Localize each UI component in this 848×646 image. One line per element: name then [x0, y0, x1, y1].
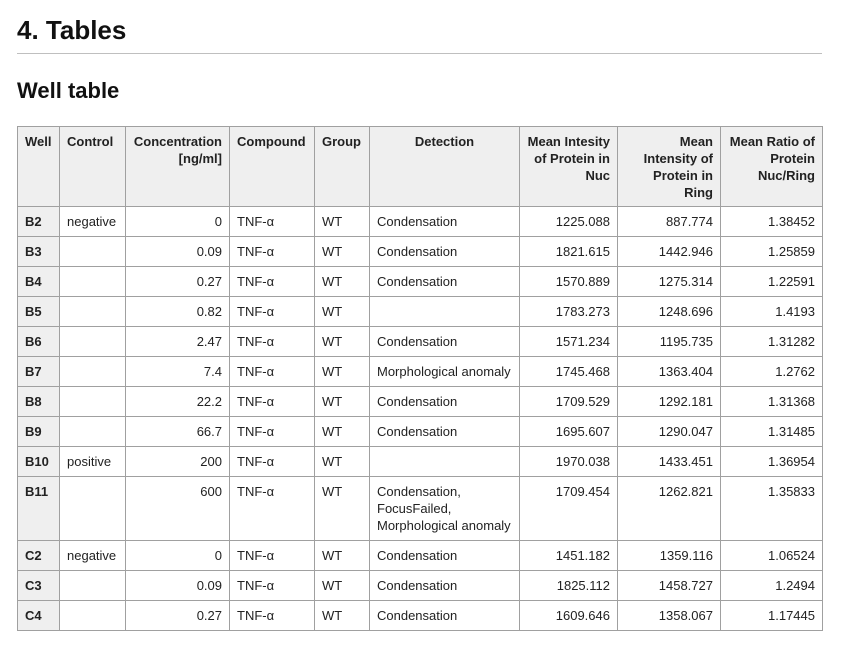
cell-detection: Condensation — [370, 327, 520, 357]
cell-mean-nuc: 1451.182 — [520, 541, 618, 571]
cell-detection: Condensation — [370, 387, 520, 417]
header-group: Group — [315, 127, 370, 207]
cell-compound: TNF-α — [230, 571, 315, 601]
cell-well: B2 — [18, 207, 60, 237]
cell-concentration: 0 — [126, 541, 230, 571]
cell-mean-ratio: 1.31368 — [721, 387, 823, 417]
cell-compound: TNF-α — [230, 601, 315, 631]
cell-concentration: 0.27 — [126, 267, 230, 297]
header-well: Well — [18, 127, 60, 207]
cell-well: B6 — [18, 327, 60, 357]
cell-control — [60, 601, 126, 631]
cell-well: B3 — [18, 237, 60, 267]
cell-concentration: 0.27 — [126, 601, 230, 631]
cell-detection — [370, 447, 520, 477]
cell-mean-nuc: 1709.529 — [520, 387, 618, 417]
cell-control: negative — [60, 207, 126, 237]
header-compound: Compound — [230, 127, 315, 207]
cell-mean-ratio: 1.35833 — [721, 477, 823, 541]
cell-mean-nuc: 1571.234 — [520, 327, 618, 357]
cell-mean-ratio: 1.31282 — [721, 327, 823, 357]
cell-group: WT — [315, 357, 370, 387]
cell-well: B9 — [18, 417, 60, 447]
cell-compound: TNF-α — [230, 357, 315, 387]
cell-compound: TNF-α — [230, 207, 315, 237]
cell-control: negative — [60, 541, 126, 571]
cell-compound: TNF-α — [230, 417, 315, 447]
cell-control: positive — [60, 447, 126, 477]
table-row — [18, 387, 823, 417]
cell-group: WT — [315, 477, 370, 541]
cell-detection: Morphological anomaly — [370, 357, 520, 387]
cell-mean-ring: 1262.821 — [618, 477, 721, 541]
cell-mean-ring: 1358.067 — [618, 601, 721, 631]
cell-mean-ring: 1248.696 — [618, 297, 721, 327]
cell-control — [60, 417, 126, 447]
cell-concentration: 0 — [126, 207, 230, 237]
cell-detection: Condensation — [370, 207, 520, 237]
table-row — [18, 267, 823, 297]
cell-control — [60, 327, 126, 357]
cell-compound: TNF-α — [230, 267, 315, 297]
cell-mean-nuc: 1783.273 — [520, 297, 618, 327]
cell-detection: Condensation, FocusFailed, Morphological anomaly — [370, 477, 520, 541]
cell-mean-ring: 1359.116 — [618, 541, 721, 571]
cell-concentration: 600 — [126, 477, 230, 541]
cell-group: WT — [315, 327, 370, 357]
cell-mean-ratio: 1.17445 — [721, 601, 823, 631]
cell-mean-ring: 887.774 — [618, 207, 721, 237]
table-row — [18, 207, 823, 237]
header-mean-ratio: Mean Ratio of Protein Nuc/Ring — [721, 127, 823, 207]
table-row — [18, 541, 823, 571]
cell-mean-nuc: 1609.646 — [520, 601, 618, 631]
table-row — [18, 417, 823, 447]
cell-group: WT — [315, 601, 370, 631]
cell-mean-nuc: 1225.088 — [520, 207, 618, 237]
cell-mean-ratio: 1.4193 — [721, 297, 823, 327]
header-control: Control — [60, 127, 126, 207]
cell-mean-nuc: 1821.615 — [520, 237, 618, 267]
cell-mean-ratio: 1.38452 — [721, 207, 823, 237]
cell-mean-ring: 1290.047 — [618, 417, 721, 447]
cell-concentration: 0.82 — [126, 297, 230, 327]
cell-mean-ring: 1433.451 — [618, 447, 721, 477]
cell-compound: TNF-α — [230, 387, 315, 417]
cell-detection: Condensation — [370, 541, 520, 571]
cell-well: B8 — [18, 387, 60, 417]
cell-detection: Condensation — [370, 601, 520, 631]
cell-mean-ring: 1442.946 — [618, 237, 721, 267]
cell-control — [60, 387, 126, 417]
cell-control — [60, 477, 126, 541]
cell-detection: Condensation — [370, 417, 520, 447]
header-concentration: Concentration [ng/ml] — [126, 127, 230, 207]
table-row — [18, 447, 823, 477]
cell-mean-ratio: 1.06524 — [721, 541, 823, 571]
cell-well: C2 — [18, 541, 60, 571]
cell-mean-ring: 1195.735 — [618, 327, 721, 357]
cell-mean-nuc: 1825.112 — [520, 571, 618, 601]
cell-concentration: 22.2 — [126, 387, 230, 417]
table-row — [18, 237, 823, 267]
cell-group: WT — [315, 237, 370, 267]
cell-mean-ring: 1275.314 — [618, 267, 721, 297]
cell-mean-ring: 1363.404 — [618, 357, 721, 387]
cell-group: WT — [315, 417, 370, 447]
cell-control — [60, 237, 126, 267]
table-body — [18, 207, 823, 631]
cell-detection: Condensation — [370, 237, 520, 267]
cell-mean-nuc: 1695.607 — [520, 417, 618, 447]
cell-group: WT — [315, 387, 370, 417]
cell-mean-ratio: 1.31485 — [721, 417, 823, 447]
table-header-row — [18, 127, 823, 207]
cell-mean-nuc: 1570.889 — [520, 267, 618, 297]
cell-group: WT — [315, 267, 370, 297]
cell-group: WT — [315, 541, 370, 571]
cell-mean-nuc: 1745.468 — [520, 357, 618, 387]
table-row — [18, 477, 823, 541]
cell-detection: Condensation — [370, 571, 520, 601]
cell-well: B4 — [18, 267, 60, 297]
cell-well: B5 — [18, 297, 60, 327]
subsection-title: Well table — [17, 78, 120, 103]
cell-mean-ratio: 1.25859 — [721, 237, 823, 267]
cell-group: WT — [315, 571, 370, 601]
cell-mean-nuc: 1970.038 — [520, 447, 618, 477]
cell-concentration: 200 — [126, 447, 230, 477]
cell-mean-ratio: 1.2494 — [721, 571, 823, 601]
cell-control — [60, 267, 126, 297]
table-row — [18, 357, 823, 387]
cell-well: B7 — [18, 357, 60, 387]
cell-concentration: 7.4 — [126, 357, 230, 387]
cell-mean-ring: 1458.727 — [618, 571, 721, 601]
table-row — [18, 297, 823, 327]
well-table — [17, 126, 823, 631]
cell-concentration: 66.7 — [126, 417, 230, 447]
cell-well: C3 — [18, 571, 60, 601]
cell-well: B10 — [18, 447, 60, 477]
cell-compound: TNF-α — [230, 327, 315, 357]
cell-mean-nuc: 1709.454 — [520, 477, 618, 541]
table-row — [18, 571, 823, 601]
cell-compound: TNF-α — [230, 297, 315, 327]
cell-well: B11 — [18, 477, 60, 541]
cell-concentration: 2.47 — [126, 327, 230, 357]
cell-control — [60, 571, 126, 601]
cell-compound: TNF-α — [230, 447, 315, 477]
cell-mean-ratio: 1.36954 — [721, 447, 823, 477]
cell-compound: TNF-α — [230, 541, 315, 571]
cell-compound: TNF-α — [230, 237, 315, 267]
section-title: 4. Tables — [17, 0, 822, 54]
cell-group: WT — [315, 297, 370, 327]
header-detection: Detection — [370, 127, 520, 207]
table-row — [18, 601, 823, 631]
cell-group: WT — [315, 207, 370, 237]
cell-control — [60, 357, 126, 387]
cell-control — [60, 297, 126, 327]
table-row — [18, 327, 823, 357]
cell-mean-ring: 1292.181 — [618, 387, 721, 417]
cell-compound: TNF-α — [230, 477, 315, 541]
cell-detection — [370, 297, 520, 327]
header-mean-ring: Mean Intensity of Protein in Ring — [618, 127, 721, 207]
cell-mean-ratio: 1.22591 — [721, 267, 823, 297]
cell-concentration: 0.09 — [126, 571, 230, 601]
cell-group: WT — [315, 447, 370, 477]
cell-detection: Condensation — [370, 267, 520, 297]
cell-well: C4 — [18, 601, 60, 631]
cell-mean-ratio: 1.2762 — [721, 357, 823, 387]
cell-concentration: 0.09 — [126, 237, 230, 267]
header-mean-nuc: Mean Intesity of Protein in Nuc — [520, 127, 618, 207]
